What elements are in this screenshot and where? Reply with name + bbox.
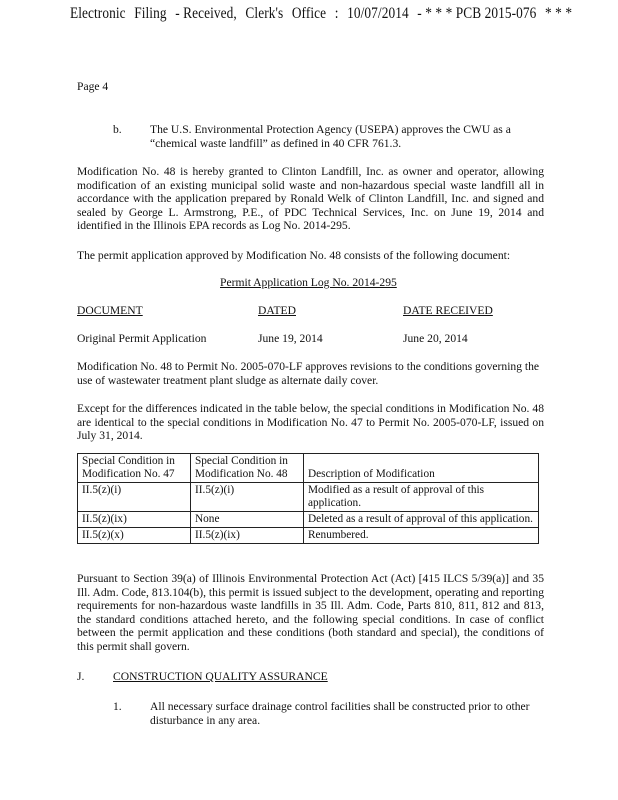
table-cell: Modified as a result of approval of this application. — [304, 483, 539, 512]
section-j-label: J. — [77, 670, 85, 683]
table-header-row — [78, 454, 539, 483]
section-j-title: CONSTRUCTION QUALITY ASSURANCE — [113, 670, 328, 683]
pursuant-paragraph: Pursuant to Section 39(a) of Illinois Environmental Protection Act (Act) [415 ILCS 5/39(a)] and 35 Ill. Adm. Code, 813.104(b), this permit is issued subject to the development, operating and reporting requirements for non-hazardous waste landfills in 35 Ill. Adm. Code, Parts 810, 811, 812 and 813, the standard conditions attached hereto, and the following special conditions. In case of conflict between the permit application and these conditions (both standard and special), the conditions of this permit shall govern. — [77, 572, 544, 653]
table-header-cell: Special Condition in Modification No. 48 — [191, 454, 304, 483]
header-part: : — [334, 5, 339, 22]
item-1-text: All necessary surface drainage control facilities shall be constructed prior to other disturbance in any area. — [150, 700, 530, 727]
modification-table — [77, 453, 539, 544]
table-header-cell: Special Condition in Modification No. 47 — [78, 454, 191, 483]
table-cell: II.5(z)(i) — [78, 483, 191, 512]
table-row — [78, 512, 539, 528]
doc-cell-dated: June 19, 2014 — [258, 332, 323, 345]
filing-header — [70, 5, 577, 23]
doc-cell-document: Original Permit Application — [77, 332, 207, 345]
item-1-label: 1. — [113, 700, 122, 713]
application-log-title: Permit Application Log No. 2014-295 — [220, 276, 397, 289]
doc-header-dated: DATED — [258, 304, 296, 317]
table-cell: Renumbered. — [304, 528, 539, 544]
consists-paragraph: The permit application approved by Modification No. 48 consists of the following document: — [77, 249, 511, 262]
item-b-text: The U.S. Environmental Protection Agency (USEPA) approves the CWU as a “chemical waste landfill” as defined in 40 CFR 761.3. — [150, 123, 511, 150]
table-cell: II.5(z)(x) — [78, 528, 191, 544]
header-part: - Received, — [175, 5, 237, 22]
table-cell: Deleted as a result of approval of this application. — [304, 512, 539, 528]
table-cell: II.5(z)(ix) — [78, 512, 191, 528]
doc-cell-received: June 20, 2014 — [403, 332, 468, 345]
header-part: * * * — [545, 5, 573, 22]
item-b-label: b. — [113, 123, 122, 136]
page-number: Page 4 — [77, 80, 109, 93]
table-row — [78, 528, 539, 544]
header-part: Clerk's — [245, 5, 284, 22]
doc-header-document: DOCUMENT — [77, 304, 143, 317]
doc-header-received: DATE RECEIVED — [403, 304, 493, 317]
revisions-paragraph: Modification No. 48 to Permit No. 2005-070-LF approves revisions to the conditions governing the use of wastewater treatment plant sludge as alternate daily cover. — [77, 360, 540, 387]
header-part: 10/07/2014 — [347, 5, 409, 22]
differences-paragraph: Except for the differences indicated in the table below, the special conditions in Modification No. 48 are identical to the special conditions in Modification No. 47 to Permit No. 2005-070-LF, issued on July 31, 2014. — [77, 402, 544, 443]
header-part: Office — [291, 5, 327, 22]
table-cell: II.5(z)(i) — [191, 483, 304, 512]
table-cell: None — [191, 512, 304, 528]
header-part: Filing — [134, 5, 167, 22]
header-part: Electronic — [70, 5, 126, 22]
table-header-cell: Description of Modification — [304, 454, 539, 483]
table-row — [78, 483, 539, 512]
table-cell: II.5(z)(ix) — [191, 528, 304, 544]
modification-paragraph: Modification No. 48 is hereby granted to Clinton Landfill, Inc. as owner and operator, allowing modification of an existing municipal solid waste and non-hazardous special waste landfill all in accordance with the application prepared by Ronald Welk of Clinton Landfill, Inc. and signed and sealed by George L. Armstrong, P.E., of PDC Technical Services, Inc. on June 19, 2014 and identified in the Illinois EPA records as Log No. 2014-295. — [77, 165, 544, 233]
header-part: - * * * PCB 2015-076 — [417, 5, 537, 22]
